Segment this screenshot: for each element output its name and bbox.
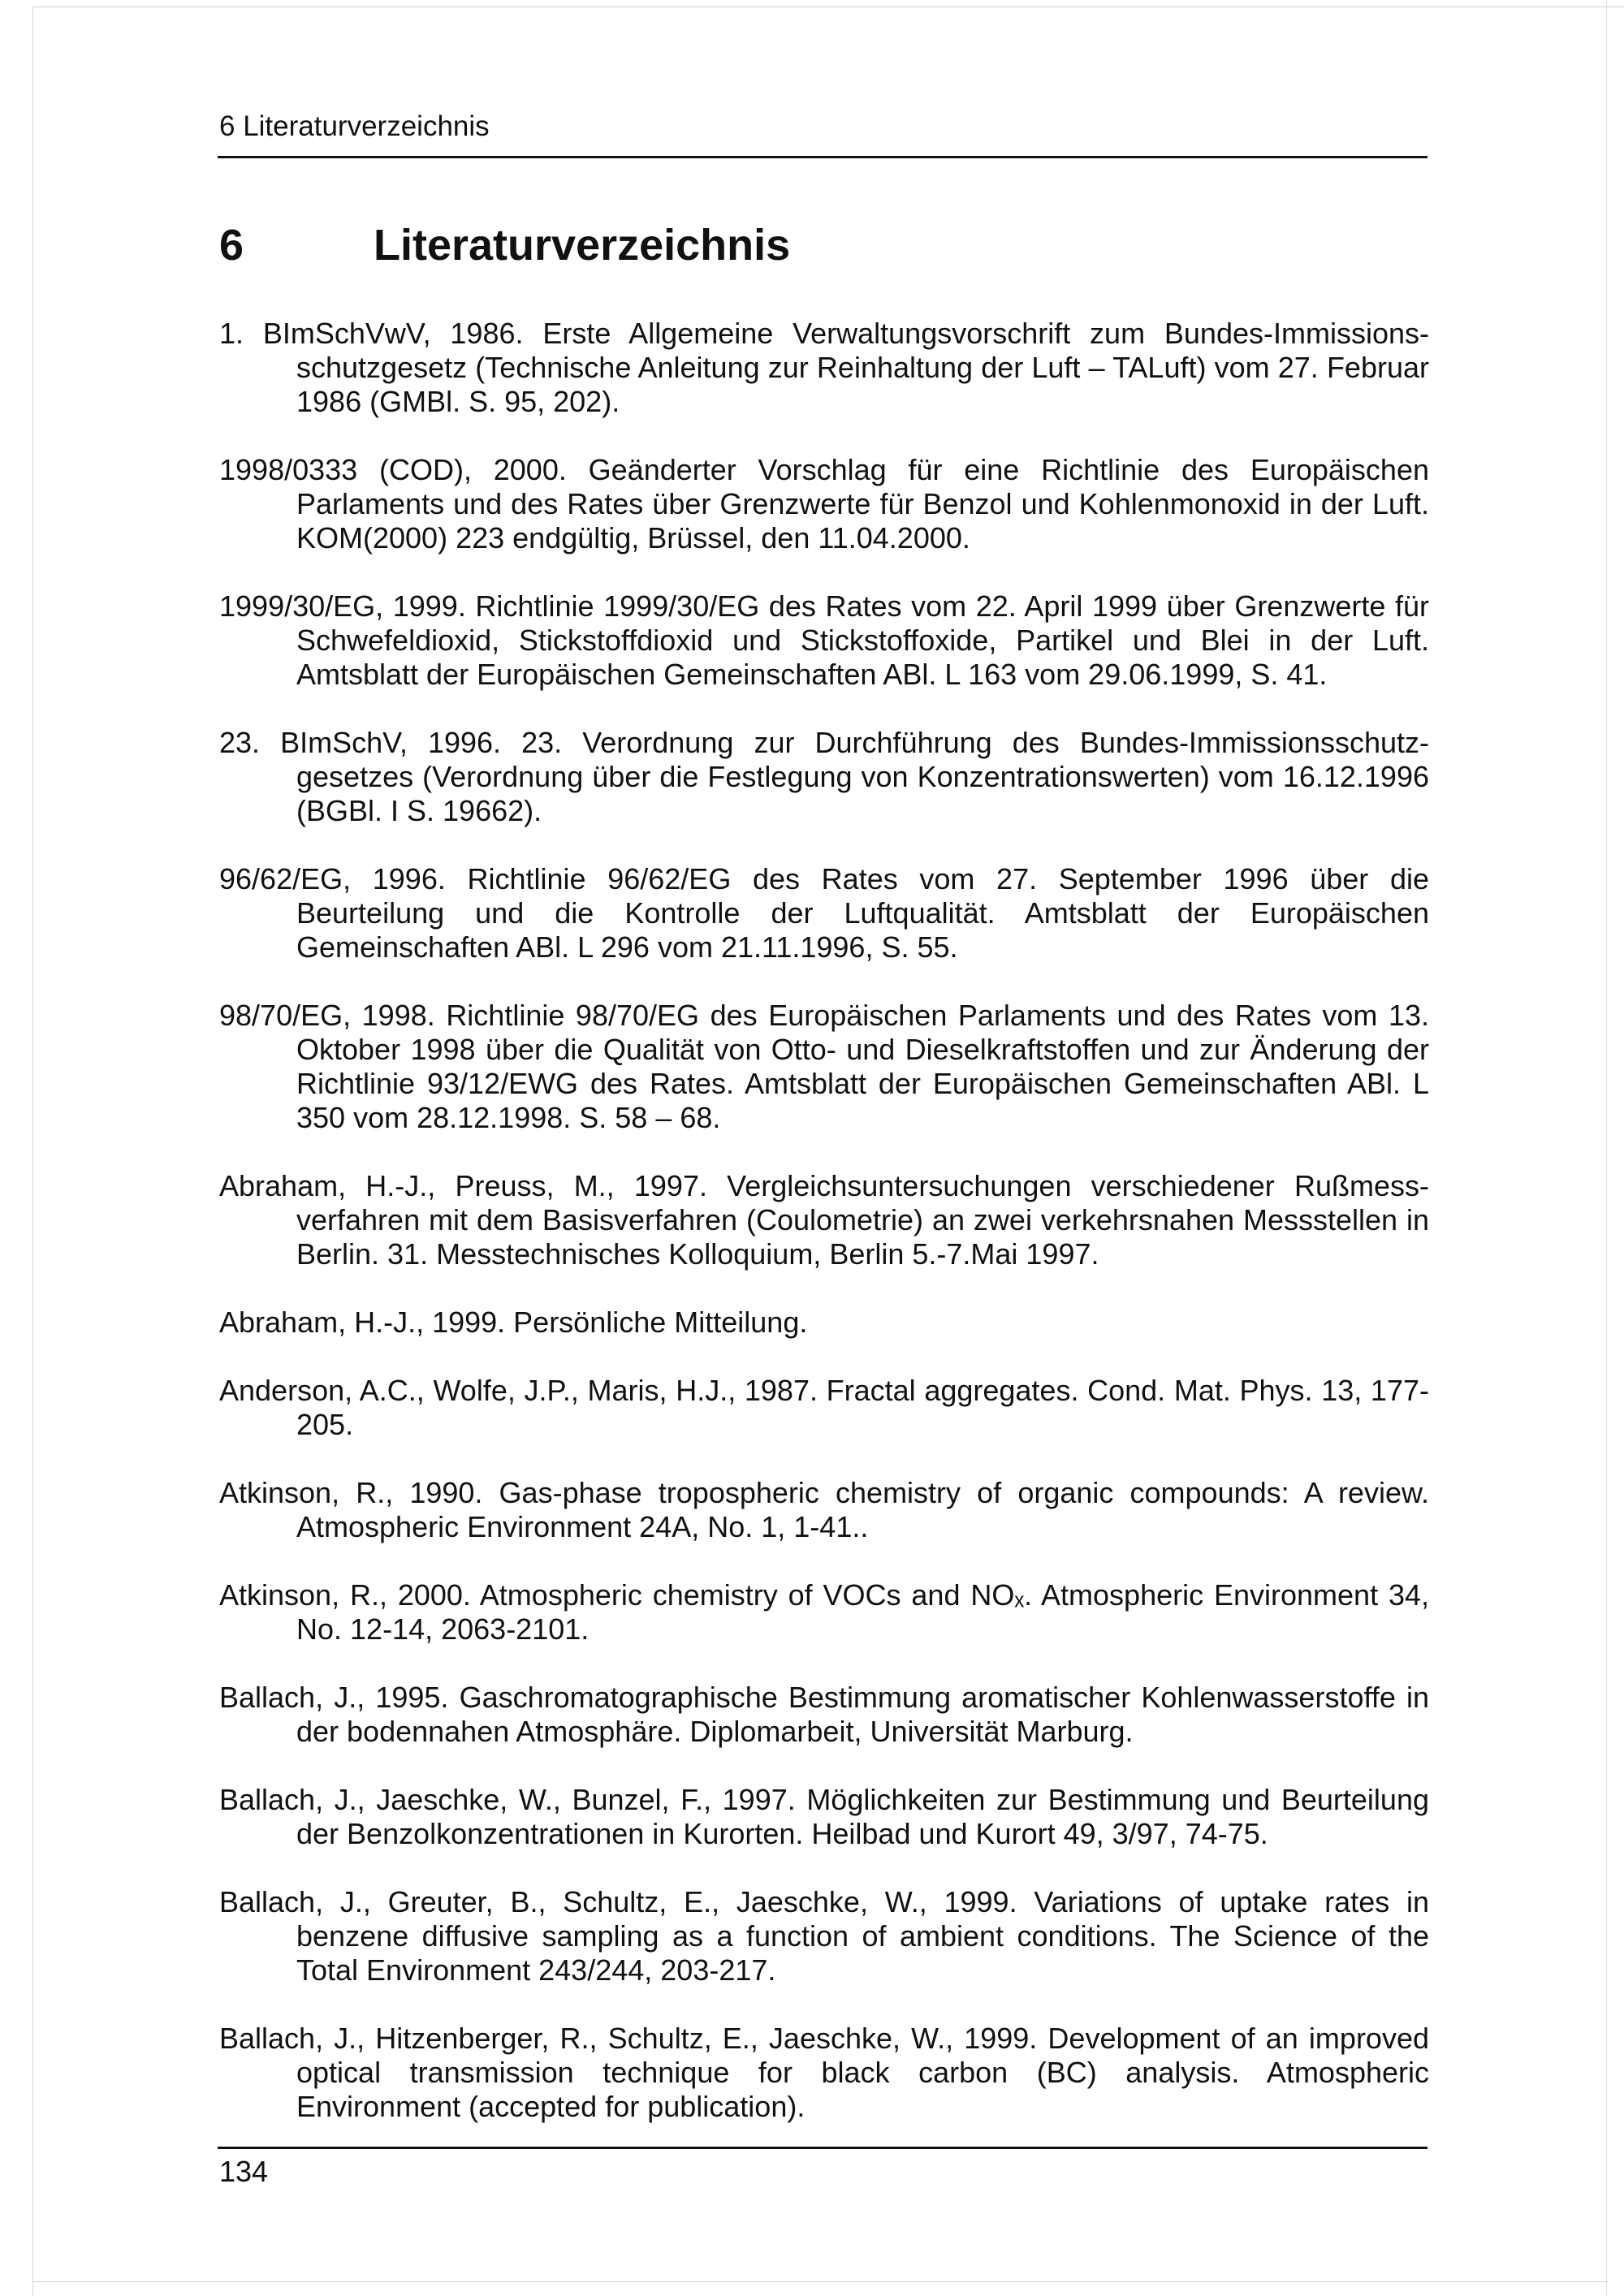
chapter-number: 6 — [219, 221, 244, 270]
running-header: 6 Literaturverzeichnis — [219, 110, 490, 142]
reference-entry: 1. BImSchVwV, 1986. Erste Allgemeine Verwaltungsvorschrift zum Bundes-Immissionsschutzgesetz (Technische Anleitung zur Reinhaltung der Luft – TALuft) vom 27. Februar 1986 (GMBl. S. 95, 202). — [219, 317, 1429, 418]
reference-entry: Anderson, A.C., Wolfe, J.P., Maris, H.J., 1987. Fractal aggregates. Cond. Mat. Phys. 13, 177-205. — [219, 1374, 1429, 1441]
chapter-title: Literaturverzeichnis — [374, 221, 791, 270]
reference-entry: Atkinson, R., 1990. Gas-phase tropospheric chemistry of organic compounds: A review. Atmospheric Environment 24A, No. 1, 1-41.. — [219, 1476, 1429, 1543]
reference-entry: Abraham, H.-J., Preuss, M., 1997. Vergleichsuntersuchungen verschiedener Rußmessverfahren mit dem Basisverfahren (Coulometrie) an zwei verkehrsnahen Messstellen in Berlin. 31. Messtechnisches Kolloquium, Berlin 5.-7.Mai 1997. — [219, 1169, 1429, 1271]
footer-rule — [218, 2147, 1427, 2149]
page-number: 134 — [219, 2155, 269, 2188]
reference-entry: Ballach, J., Greuter, B., Schultz, E., Jaeschke, W., 1999. Variations of uptake rates in benzene diffusive sampling as a function of ambient conditions. The Science of the Total Environment 243/244, 203-217. — [219, 1885, 1429, 1987]
scan-edge-top — [32, 6, 1624, 7]
scan-edge-left — [32, 6, 33, 2296]
reference-entry: Abraham, H.-J., 1999. Persönliche Mitteilung. — [219, 1306, 808, 1339]
reference-entry: 23. BImSchV, 1996. 23. Verordnung zur Durchführung des Bundes-Immissionsschutzgesetzes (Verordnung über die Festlegung von Konzentrationswerten) vom 16.12.1996 (BGBl. I S. 19662). — [219, 726, 1429, 827]
reference-entry: Ballach, J., Jaeschke, W., Bunzel, F., 1997. Möglichkeiten zur Bestimmung und Beurteilung der Benzolkonzentrationen in Kurorten. Heilbad und Kurort 49, 3/97, 74-75. — [219, 1783, 1429, 1850]
chapter-heading — [219, 219, 790, 271]
reference-entry: 98/70/EG, 1998. Richtlinie 98/70/EG des Europäischen Parlaments und des Rates vom 13. Oktober 1998 über die Qualität von Otto- und Dieselkraftstoffen und zur Änderung der Richtlinie 93/12/EWG des Rates. Amtsblatt der Europäischen Gemeinschaften ABl. L 350 vom 28.12.1998. S. 58 – 68. — [219, 999, 1429, 1134]
scan-edge-bottom — [32, 2281, 1608, 2282]
reference-entry: Ballach, J., Hitzenberger, R., Schultz, E., Jaeschke, W., 1999. Development of an improved optical transmission technique for black carbon (BC) analysis. Atmospheric Environment (accepted for publication). — [219, 2022, 1429, 2123]
reference-entry: Atkinson, R., 2000. Atmospheric chemistry of VOCs and NOₓ. Atmospheric Environment 34, No. 12-14, 2063-2101. — [219, 1578, 1429, 1646]
header-rule — [218, 156, 1427, 158]
reference-entry: 1999/30/EG, 1999. Richtlinie 1999/30/EG des Rates vom 22. April 1999 über Grenzwerte für Schwefeldioxid, Stickstoffdioxid und Stickstoffoxide, Partikel und Blei in der Luft. Amtsblatt der Europäischen Gemeinschaften ABl. L 163 vom 29.06.1999, S. 41. — [219, 589, 1429, 691]
reference-list — [219, 317, 1429, 2158]
reference-entry: 96/62/EG, 1996. Richtlinie 96/62/EG des Rates vom 27. September 1996 über die Beurteilung und die Kontrolle der Luftqualität. Amtsblatt der Europäischen Gemeinschaften ABl. L 296 vom 21.11.1996, S. 55. — [219, 862, 1429, 964]
reference-entry: 1998/0333 (COD), 2000. Geänderter Vorschlag für eine Richtlinie des Europäischen Parlaments und des Rates über Grenzwerte für Benzol und Kohlenmonoxid in der Luft. KOM(2000) 223 endgültig, Brüssel, den 11.04.2000. — [219, 453, 1429, 555]
reference-entry: Ballach, J., 1995. Gaschromatographische Bestimmung aromatischer Kohlenwasserstoffe in der bodennahen Atmosphäre. Diplomarbeit, Universität Marburg. — [219, 1681, 1429, 1748]
scan-edge-right — [1606, 0, 1607, 2296]
